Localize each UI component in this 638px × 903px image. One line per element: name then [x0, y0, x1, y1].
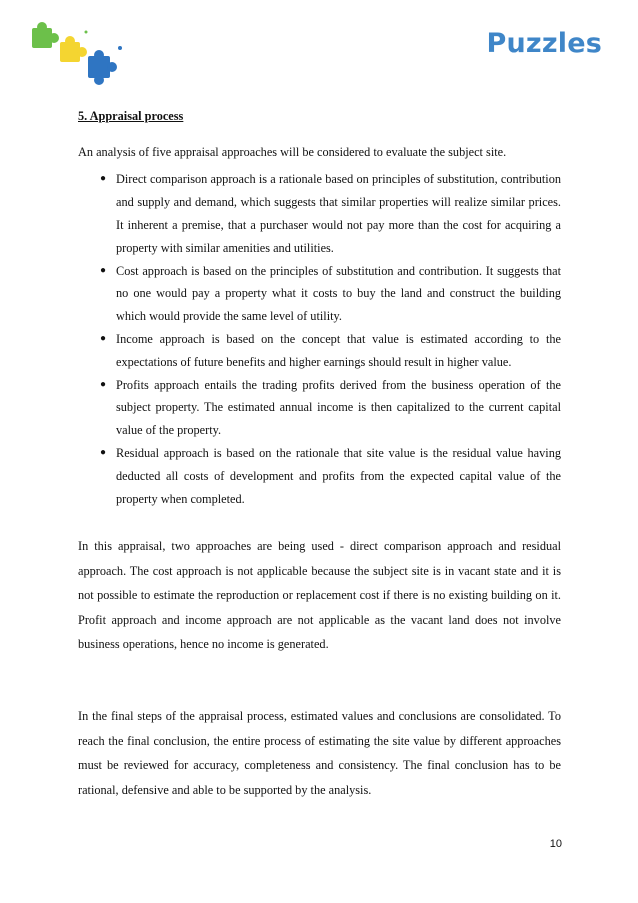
list-item: [78, 374, 561, 442]
puzzle-pieces-icon: [26, 18, 130, 88]
list-item: [78, 442, 561, 510]
blue-puzzle-piece: [88, 50, 117, 85]
list-item-text: Profits approach entails the trading profits derived from the business operation of the subject property. The estimated annual income is then capitalized to the current capital value of the property.: [116, 377, 561, 438]
page-number: 10: [549, 838, 562, 850]
brand-title: Puzzles: [486, 28, 602, 59]
bullet-icon: ●: [100, 332, 107, 344]
bullet-icon: ●: [100, 378, 107, 390]
list-item: [78, 168, 561, 259]
bullet-icon: ●: [100, 264, 107, 276]
approaches-used-paragraph: In this appraisal, two approaches are being used - direct comparison approach and residual approach. The cost approach is not applicable because the subject site is in vacant state and it is not possible to estimate the reproduction or replacement cost if there is no existing building on it. Profit approach and income approach are not applicable as the vacant land does not involve business operations, hence no income is generated.: [78, 539, 561, 651]
bullet-icon: ●: [100, 173, 107, 185]
intro-paragraph: An analysis of five appraisal approaches will be considered to evaluate the subject site.: [78, 145, 507, 159]
list-item: [78, 328, 561, 374]
section-heading: 5. Appraisal process: [78, 109, 184, 123]
list-item-text: Direct comparison approach is a rationale based on principles of substitution, contribution and supply and demand, which suggests that similar properties will realize similar prices. It inherent a premise, that a purchaser would not pay more than the cost for acquiring a property with similar amenities and utilities.: [116, 172, 561, 255]
green-puzzle-piece: [32, 22, 59, 48]
list-item-text: Cost approach is based on the principles of substitution and contribution. It suggests that no one would pay a property what it costs to buy the land and construct the building which would provide the same level of utility.: [116, 263, 561, 324]
list-item: [78, 260, 561, 328]
yellow-puzzle-piece: [60, 36, 87, 62]
approaches-list: [78, 168, 561, 510]
bullet-icon: ●: [100, 446, 107, 458]
list-item-text: Income approach is based on the concept that value is estimated according to the expectations of future benefits and higher earnings should result in higher value.: [116, 331, 561, 369]
list-item-text: Residual approach is based on the rationale that site value is the residual value having deducted all costs of development and profits from the expected capital value of the property when completed.: [116, 445, 561, 506]
conclusion-paragraph: In the final steps of the appraisal process, estimated values and conclusions are consolidated. To reach the final conclusion, the entire process of estimating the site value by different approaches must be reviewed for accuracy, completeness and consistency. The final conclusion has to be rational, defensive and able to be supported by the analysis.: [78, 709, 561, 797]
document-body: [78, 108, 561, 802]
